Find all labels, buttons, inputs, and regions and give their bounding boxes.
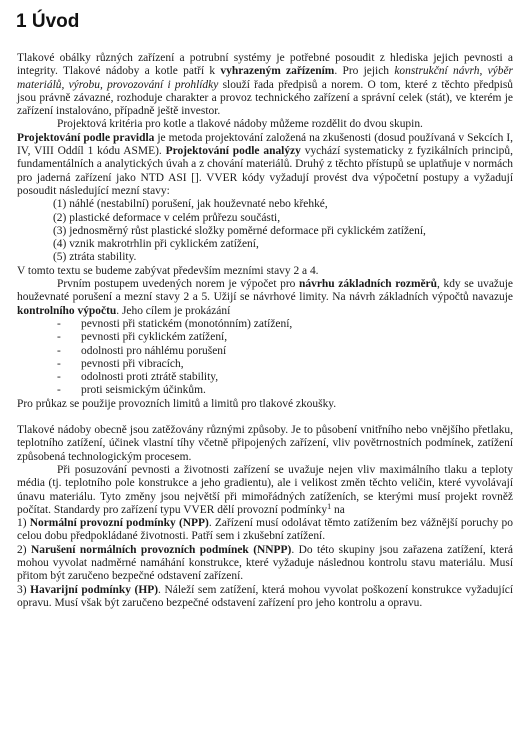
term-design-by-rule: Projektování podle pravidla (17, 131, 155, 144)
dash-bullet: - (57, 384, 61, 397)
text-run: Prvním postupem uvedených norem je výpočet pro (57, 278, 300, 291)
proof-paragraph: Pro průkaz se použije provozních limitů a limitů pro tlakové zkoušky. (17, 397, 337, 410)
section-heading: 1 Úvod (16, 11, 80, 32)
focus-paragraph: V tomto textu se budeme zabývat především mezními stavy 2 a 4. (17, 264, 319, 277)
list-item-text: pevnosti při vibracích, (81, 357, 184, 370)
dash-bullet: - (57, 331, 61, 344)
text-run: Tlakové obálky různých zařízení a potrubní systémy je potřebné posoudit z hlediska jejich pevnosti a integrity. Tlakové nádoby a kotle patří k (17, 52, 513, 78)
assessment-paragraph (17, 464, 513, 517)
loads-paragraph: Tlakové nádoby obecně jsou zatěžovány různými způsoby. Je to působení vnitřního nebo vnějšího přetlaku, teplotního zatížení, účinek vlastní tíhy včetně připojených zařízení, vliv povětrnostních podmínek, zatížení způsobená technologickým procesem. (17, 424, 513, 463)
list-item (17, 384, 513, 397)
document-body (17, 52, 513, 610)
text-run: Při posuzování pevnosti a životnosti zařízení se uvažuje nejen vliv maximálního tlaku a teploty média (tj. teplotního pole konstrukce a jeho gradientu), ale i velikost změn těchto veličin, které vyvolávají únavu materiálu. Tyto změny jsou největší při mimořádných zatíženích, se kterými musí projekt rovněž počítat. Standardy pro zařízení typu VVER dělí provozní podmínky (17, 463, 513, 516)
list-item-text: odolnosti proti ztrátě stability, (81, 371, 219, 384)
list-item: (4) vznik makrotrhlin při cyklickém zatížení, (53, 238, 259, 251)
term-disturbed-conditions: Narušení normálních provozních podmínek (NNPP) (30, 543, 292, 556)
term-emergency-conditions: Havarijní podmínky (HP) (30, 583, 159, 596)
list-item (17, 345, 513, 358)
list-item: (2) plastické deformace v celém průřezu součásti, (53, 211, 281, 224)
emphasis-design-scope: konstrukční návrh, výběr materiálů, výrobu, provozování i prohlídky (17, 65, 513, 91)
term-design-by-analysis: Projektování podle analýzy (165, 145, 301, 158)
item-number: 1) (17, 517, 30, 530)
text-run: vychází systematicky z fyzikálních principů, fundamentálních a analytických úvah a z chování materiálů. Druhý z těchto přístupů se uplatňuje v normách pro jaderná zařízení jako NTD ASI []. VVER kódy vyžadují provést dva výpočetní postupy a vyžadují posoudit následující mezní stavy: (17, 145, 513, 197)
text-run: . Jeho cílem je prokázání (116, 304, 231, 317)
list-item (17, 358, 513, 371)
dash-bullet: - (57, 317, 61, 330)
list-item: (5) ztráta stability. (53, 251, 137, 264)
condition-item (17, 517, 513, 544)
list-item: (3) jednosměrný růst plastické složky poměrné deformace při cyklickém zatížení, (53, 224, 426, 237)
text-run: . Pro jejich (334, 65, 395, 78)
list-item-text: pevnosti při statickém (monotónním) zatížení, (81, 317, 293, 330)
dash-bullet: - (57, 344, 61, 357)
dash-bullet: - (57, 357, 61, 370)
item-number: 3) (17, 583, 31, 596)
list-item (17, 331, 513, 344)
condition-item (17, 544, 513, 584)
text-run: na (331, 503, 345, 516)
text-run: . Zařízení musí odolávat těmto zatížením bez vážnější poruchy po celou dobu předpokládané životnosti. Patří sem i zkušební zatížení. (17, 517, 513, 543)
list-item-text: pevnosti při cyklickém zatížení, (81, 331, 228, 344)
text-run: . Do této skupiny jsou zařazena zatížení, která mohou vyvolat nadměrné namáhání konstrukce, které vyžaduje následnou kontrolu stavu materiálu. Musí přitom být zaručeno bezpečné odstavení zařízení. (17, 543, 513, 583)
list-item (17, 371, 513, 384)
text-run: . Náleží sem zatížení, která mohou vyvolat poškození konstrukce vyžadující opravu. Musí však být zaručeno bezpečné odstavení zařízení pro jeho kontrolu a opravu. (17, 583, 513, 609)
list-item (17, 318, 513, 331)
footnote-mark: 1 (327, 501, 332, 511)
term-basic-dimensions: návrhu základních rozměrů (299, 278, 437, 291)
proof-list (17, 318, 513, 398)
emphasis-reserved-equipment: vyhrazeným zařízením (220, 65, 335, 78)
dash-bullet: - (57, 371, 61, 384)
item-number: 2) (17, 543, 31, 556)
intro-paragraph (17, 52, 513, 118)
criteria-paragraph: Projektová kritéria pro kotle a tlakové nádoby můžeme rozdělit do dvou skupin. (57, 118, 423, 131)
text-run: , kdy se uvažuje houževnaté porušení a mezní stavy 2 a 5. Užijí se návrhové limity. Na návrh základních výpočtů navazuje (17, 278, 513, 304)
list-item-text: odolnosti pro náhlému porušení (81, 344, 227, 357)
text-run: slouží řada předpisů a norem. O tom, které z těchto předpisů jsou právně závazné, rozhoduje charakter a provoz technického zařízení a správní celek (stát), ve kterém je zařízení instalováno, případně ještě investor. (17, 78, 513, 118)
design-methods-paragraph (17, 132, 513, 198)
text-run: je metoda projektování založená na zkušenosti (dosud používaná v Sekcích I, IV, VIII Oddíl 1 kódu ASME). (17, 131, 513, 158)
list-item: (1) náhlé (nestabilní) porušení, jak houževnaté nebo křehké, (53, 198, 328, 211)
list-item-text: proti seismickým účinkům. (81, 384, 206, 397)
limit-states-list (17, 198, 513, 264)
procedure-paragraph (17, 278, 513, 318)
term-normal-conditions: Normální provozní podmínky (NPP) (29, 517, 209, 530)
term-control-calculation: kontrolního výpočtu (17, 304, 117, 317)
condition-item (17, 584, 513, 611)
paragraph-gap (17, 411, 513, 424)
